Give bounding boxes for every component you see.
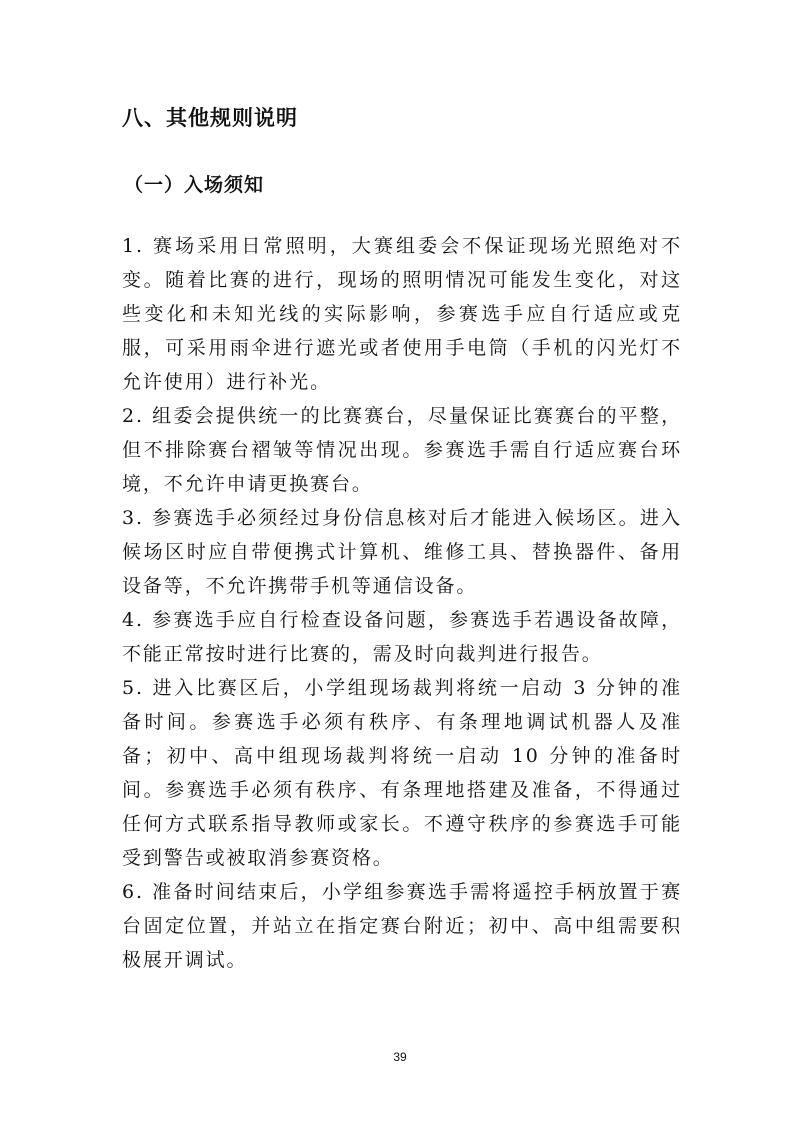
page-number: 39 [393,1050,407,1064]
paragraph-3: 3. 参赛选手必须经过身份信息核对后才能进入候场区。进入候场区时应自带便携式计算机、维修工具、替换器件、备用设备等，不允许携带手机等通信设备。 [122,507,682,597]
paragraph-4: 4. 参赛选手应自行检查设备问题，参赛选手若遇设备故障，不能正常按时进行比赛的，需及时向裁判进行报告。 [122,609,682,665]
paragraph-2: 2. 组委会提供统一的比赛赛台，尽量保证比赛赛台的平整，但不排除赛台褶皱等情况出现。参赛选手需自行适应赛台环境，不允许申请更换赛台。 [122,405,682,495]
paragraph-1: 1. 赛场采用日常照明，大赛组委会不保证现场光照绝对不变。随着比赛的进行，现场的照明情况可能发生变化，对这些变化和未知光线的实际影响，参赛选手应自行适应或克服，可采用雨伞进行遮光或者使用手电筒（手机的闪光灯不允许使用）进行补光。 [122,235,683,393]
paragraph-5: 5. 进入比赛区后，小学组现场裁判将统一启动 3 分钟的准备时间。参赛选手必须有秩序、有条理地调试机器人及准备；初中、高中组现场裁判将统一启动 10 分钟的准备时间。参赛选手必须有秩序、有条理地搭建及准备，不得通过任何方式联系指导教师或家长。不遵守秩序的参赛选手可能受到警告或被取消参赛资格。 [122,677,682,869]
paragraph-6: 6. 准备时间结束后，小学组参赛选手需将遥控手柄放置于赛台固定位置，并站立在指定赛台附近；初中、高中组需要积极展开调试。 [122,881,682,971]
body-text [122,229,682,977]
section-heading: 八、其他规则说明 [122,106,298,130]
sub-heading: （一）入场须知 [124,174,265,196]
